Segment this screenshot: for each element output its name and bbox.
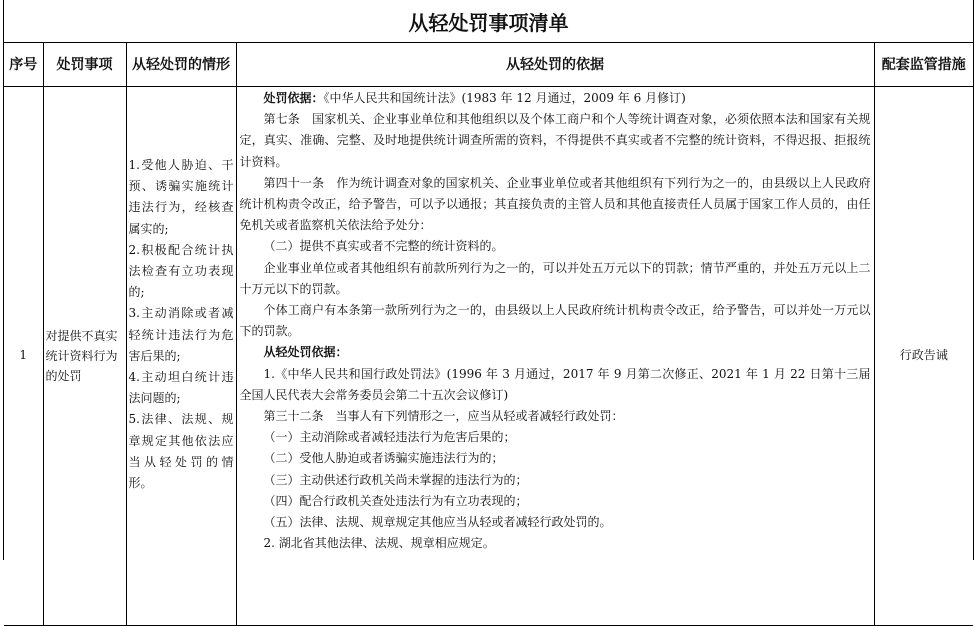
circumstance-item: 5.法律、法规、规章规定其他依法应当从轻处罚的情形。 [128, 412, 234, 491]
penalty-list-sheet [3, 0, 974, 560]
row-measures: 行政告诫 [874, 87, 973, 626]
circumstance-item: 3.主动消除或者减轻统计违法行为危害后果的; [128, 306, 234, 363]
header-index: 序号 [4, 42, 43, 87]
row-circumstances [126, 87, 236, 626]
header-circumstances: 从轻处罚的情形 [126, 42, 236, 87]
penalty-table [4, 42, 973, 626]
header-basis: 从轻处罚的依据 [236, 42, 874, 87]
document-title: 从轻处罚事项清单 [4, 0, 973, 43]
penalty-basis-line [240, 88, 871, 109]
header-measures: 配套监管措施 [874, 42, 973, 87]
header-row [4, 42, 973, 87]
row-basis [236, 87, 874, 626]
circumstance-item: 4.主动坦白统计违法问题的; [128, 370, 234, 406]
individual-fine: 个体工商户有本条第一款所列行为之一的，由县级以上人民政府统计机构责令改正，给予警告，可以并处一万元以下的罚款。 [239, 303, 871, 339]
penalty-basis-source: 《中华人民共和国统计法》(1983 年 12 月通过，2009 年 6 月修订) [323, 91, 686, 105]
article-32-item: （三）主动供述行政机关尚未掌握的违法行为的； [263, 472, 528, 487]
hubei-provisions: 2. 湖北省其他法律、法规、规章相应规定。 [263, 536, 495, 551]
article-7: 第七条 国家机关、企业事业单位和其他组织以及个体工商户和个人等统计调查对象，必须依照本法和国家有关规定，真实、准确、完整、及时地提供统计调查所需的资料，不得提供不真实或者不完整的统计资料，不得迟报、拒报统计资料。 [239, 112, 871, 169]
table-row [4, 87, 973, 626]
organization-fine: 企业事业单位或者其他组织有前款所列行为之一的，可以并处五万元以下的罚款；情节严重的，并处五万元以上二十万元以下的罚款。 [239, 260, 871, 296]
circumstance-item: 1.受他人胁迫、干预、诱骗实施统计违法行为，经核查属实的; [128, 158, 234, 236]
article-32: 第三十二条 当事人有下列情形之一，应当从轻或者减轻行政处罚： [263, 409, 624, 424]
article-32-item: （四）配合行政机关查处违法行为有立功表现的； [263, 493, 528, 508]
administrative-penalty-law: 1.《中华人民共和国行政处罚法》(1996 年 3 月通过，2017 年 9 月第二次修正、2021 年 1 月 22 日第十三届全国人民代表大会常务委员会第二十五次会议修订) [239, 366, 871, 402]
article-41-item-2: （二）提供不真实或者不完整的统计资料的。 [263, 239, 504, 254]
article-41: 第四十一条 作为统计调查对象的国家机关、企业事业单位或者其他组织有下列行为之一的，由县级以上人民政府统计机构责令改正，给予警告，可以予以通报；其直接负责的主管人员和其他直接责任人员属于国家工作人员的，由任免机关或者监察机关依法给予处分： [239, 175, 871, 233]
circumstance-item: 2.积极配合统计执法检查有立功表现的; [128, 242, 234, 300]
row-index: 1 [4, 87, 43, 626]
penalty-basis-label: 处罚依据： [263, 91, 324, 105]
article-32-item: （一）主动消除或者减轻违法行为危害后果的； [263, 430, 516, 445]
article-32-item: （五）法律、法规、规章规定其他应当从轻或者减轻行政处罚的。 [263, 515, 612, 530]
article-32-item: （二）受他人胁迫或者诱骗实施违法行为的； [263, 451, 504, 466]
row-item: 对提供不真实统计资料行为的处罚 [43, 87, 126, 626]
header-item: 处罚事项 [43, 42, 126, 87]
lenient-basis-label: 从轻处罚依据： [263, 345, 348, 360]
